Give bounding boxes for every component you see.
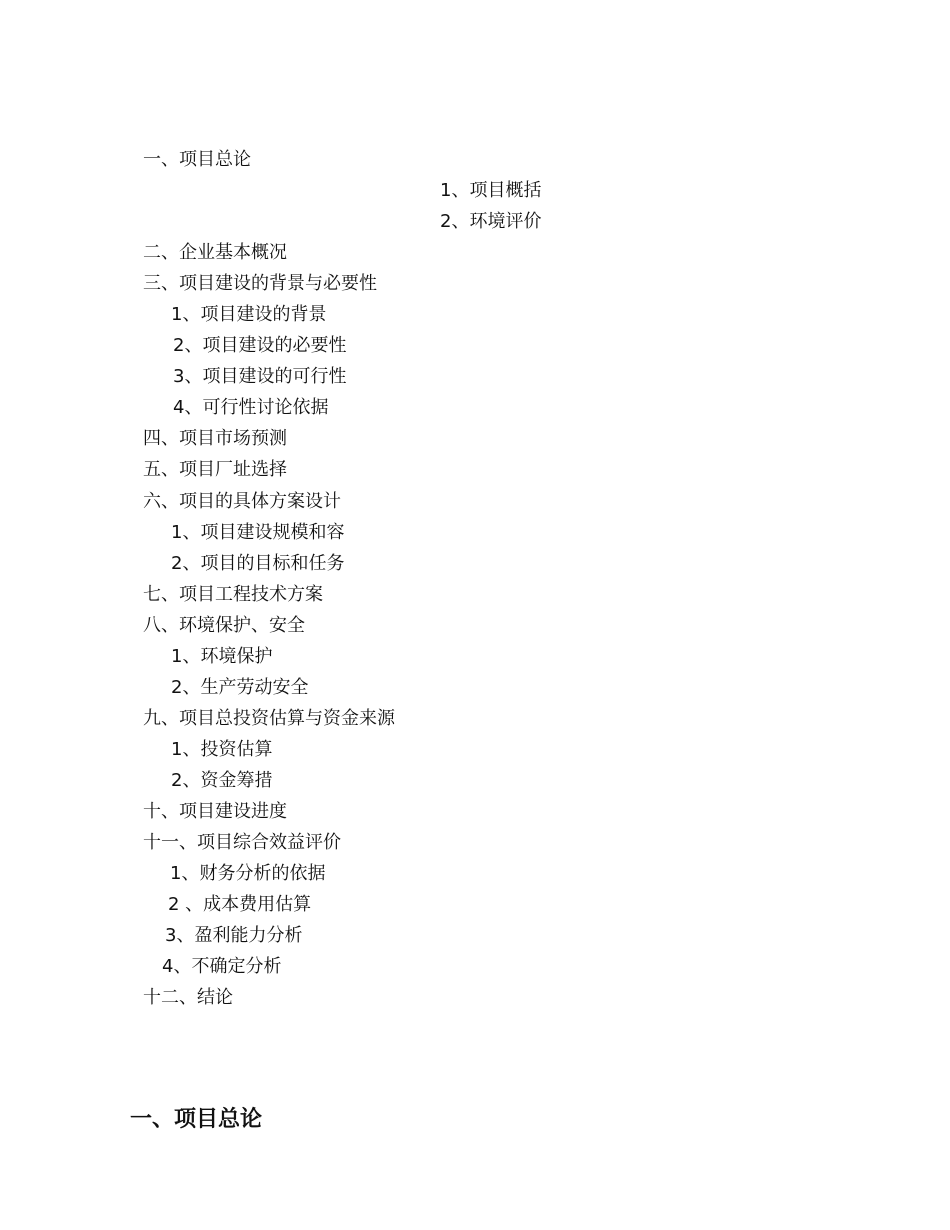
toc-entry-section-11-item-4: 4、不确定分析: [162, 956, 282, 978]
toc-entry-section-11: 十一、项目综合效益评价: [143, 832, 341, 854]
toc-entry-section-4: 四、项目市场预测: [143, 428, 287, 450]
toc-entry-section-3-item-4: 4、可行性讨论依据: [173, 397, 329, 419]
toc-line: [0, 144, 950, 175]
toc-entry-section-3-item-2: 2、项目建设的必要性: [173, 335, 347, 357]
toc-line: [0, 268, 950, 299]
toc-entry-section-5: 五、项目厂址选择: [143, 459, 287, 481]
toc-entry-section-3: 三、项目建设的背景与必要性: [143, 273, 377, 295]
toc-line: [0, 734, 950, 765]
toc-entry-section-9-item-1: 1、投资估算: [171, 738, 273, 760]
toc-entry-section-9: 九、项目总投资估算与资金来源: [143, 707, 395, 729]
toc-line: [0, 175, 950, 206]
toc-entry-section-12: 十二、结论: [143, 987, 233, 1009]
toc-line: [0, 579, 950, 610]
toc-line: [0, 920, 950, 951]
toc-line: [0, 765, 950, 796]
toc-entry-section-6: 六、项目的具体方案设计: [143, 490, 341, 512]
toc-line: [0, 610, 950, 641]
toc-entry-section-3-item-1: 1、项目建设的背景: [171, 304, 327, 326]
toc-entry-section-1-item-1: 1、项目概括: [440, 180, 542, 202]
toc-entry-section-11-item-2: 2 、成本费用估算: [168, 894, 312, 916]
toc-entry-section-2: 二、企业基本概况: [143, 242, 287, 264]
toc-line: [0, 423, 950, 454]
toc-entry-section-11-item-3: 3、盈利能力分析: [165, 925, 303, 947]
toc-line: [0, 858, 950, 889]
toc-entry-section-8-item-1: 1、环境保护: [171, 645, 273, 667]
section-heading: 一、项目总论: [130, 1107, 263, 1132]
toc-line: [0, 982, 950, 1013]
toc-entry-section-9-item-2: 2、资金筹措: [171, 769, 273, 791]
toc-line: [0, 548, 950, 579]
toc-line: [0, 827, 950, 858]
toc-entry-section-1-item-2: 2、环境评价: [440, 211, 542, 233]
toc-entry-section-8-item-2: 2、生产劳动安全: [171, 676, 309, 698]
toc-entry-section-3-item-3: 3、项目建设的可行性: [173, 366, 347, 388]
toc-entry-section-11-item-1: 1、财务分析的依据: [170, 863, 326, 885]
toc-entry-section-8: 八、环境保护、安全: [143, 614, 305, 636]
toc-line: [0, 951, 950, 982]
toc-line: [0, 672, 950, 703]
toc-line: [0, 454, 950, 485]
toc-line: [0, 889, 950, 920]
toc-line: [0, 392, 950, 423]
toc-line: [0, 641, 950, 672]
toc-entry-section-6-item-2: 2、项目的目标和任务: [171, 552, 345, 574]
toc-line: [0, 330, 950, 361]
toc-entry-section-10: 十、项目建设进度: [143, 800, 287, 822]
toc-entry-section-6-item-1: 1、项目建设规模和容: [171, 521, 345, 543]
toc-line: [0, 517, 950, 548]
toc-line: [0, 361, 950, 392]
toc-line: [0, 796, 950, 827]
toc-line: [0, 237, 950, 268]
toc-line: [0, 703, 950, 734]
toc-entry-section-1: 一、项目总论: [143, 149, 251, 170]
toc-line: [0, 299, 950, 330]
toc-line: [0, 486, 950, 517]
toc-line: [0, 206, 950, 237]
toc-entry-section-7: 七、项目工程技术方案: [143, 583, 323, 605]
table-of-contents: [0, 144, 950, 1013]
